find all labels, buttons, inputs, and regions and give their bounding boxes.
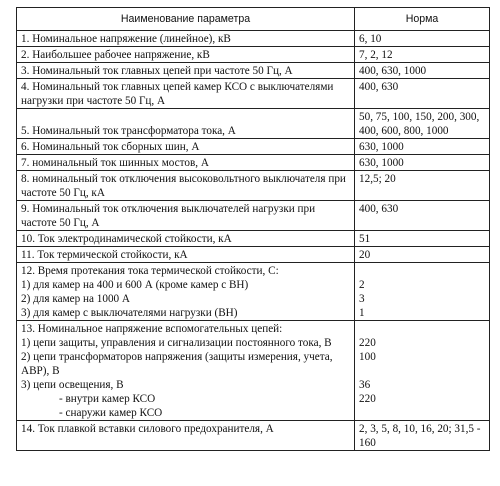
table-row-thermal-time [17,263,490,321]
param-text: 5. Номинальный ток трансформатора тока, А [21,125,236,137]
table-row [17,109,490,139]
norm-cell: 2, 3, 5, 8, 10, 16, 20; 31,5 - 160 [355,421,490,451]
param-subitem: 3) для камер с выключателями нагрузки (ВН) [21,307,238,319]
param-title: 13. Номинальное напряжение вспомогательных цепей: [21,323,283,335]
param-cell: 7. номинальный ток шинных мостов, А [17,155,355,171]
param-cell: 1. Номинальное напряжение (линейное), кВ [17,31,355,47]
param-cell: 10. Ток электродинамической стойкости, кА [17,231,355,247]
norm-cell: 51 [355,231,490,247]
norm-cell [355,263,490,321]
param-subitem: 1) цепи защиты, управления и сигнализации постоянного тока, В [21,337,332,349]
table-header-row [17,8,490,31]
table-row [17,79,490,109]
norm-cell: 400, 630, 1000 [355,63,490,79]
param-title: 12. Время протекания тока термической стойкости, С: [21,265,279,277]
param-cell: 14. Ток плавкой вставки силового предохранителя, А [17,421,355,451]
param-subitem: - внутри камер КСО [59,393,156,405]
norm-cell: 12,5; 20 [355,171,490,201]
param-cell: 11. Ток термической стойкости, кА [17,247,355,263]
param-cell: 9. Номинальный ток отключения выключателей нагрузки при частоте 50 Гц, А [17,201,355,231]
norm-value: 2 [359,279,365,291]
norm-value: 220 [359,337,376,349]
norm-cell: 400, 630 [355,79,490,109]
table-row [17,139,490,155]
norm-value: 220 [359,393,376,405]
norm-cell: 630, 1000 [355,155,490,171]
norm-value: 3 [359,293,365,305]
header-parameter-name: Наименование параметра [17,8,355,31]
param-cell: 8. номинальный ток отключения высоковольтного выключателя при частоте 50 Гц, кА [17,171,355,201]
param-subitem: 2) для камер на 1000 А [21,293,131,305]
param-cell [17,263,355,321]
param-cell [17,109,355,139]
table-row [17,247,490,263]
norm-value: 100 [359,351,376,363]
param-subitem: 2) цепи трансформаторов напряжения (защиты измерения, учета, АВР), В [21,351,333,377]
norm-value: 1 [359,307,365,319]
table-row [17,31,490,47]
table-row [17,155,490,171]
param-cell: 4. Номинальный ток главных цепей камер КСО с выключателями нагрузки при частоте 50 Гц, А [17,79,355,109]
table-row [17,231,490,247]
table-row [17,47,490,63]
norm-value: 36 [359,379,371,391]
norm-cell: 50, 75, 100, 150, 200, 300, 400, 600, 800, 1000 [355,109,490,139]
norm-cell: 20 [355,247,490,263]
table-row [17,171,490,201]
norm-cell: 630, 1000 [355,139,490,155]
param-cell: 2. Наибольшее рабочее напряжение, кВ [17,47,355,63]
norm-cell [355,321,490,421]
header-norm: Норма [355,8,490,31]
table-row [17,201,490,231]
param-cell: 6. Номинальный ток сборных шин, А [17,139,355,155]
norm-cell: 400, 630 [355,201,490,231]
norm-cell: 7, 2, 12 [355,47,490,63]
table-row [17,63,490,79]
param-subitem: 3) цепи освещения, В [21,379,124,391]
param-subitem: - снаружи камер КСО [59,407,163,419]
parameters-table [16,7,490,451]
param-cell: 3. Номинальный ток главных цепей при частоте 50 Гц, А [17,63,355,79]
param-subitem: 1) для камер на 400 и 600 А (кроме камер с ВН) [21,279,249,291]
norm-cell: 6, 10 [355,31,490,47]
table-row-aux-voltage [17,321,490,421]
table-row [17,421,490,451]
param-cell [17,321,355,421]
